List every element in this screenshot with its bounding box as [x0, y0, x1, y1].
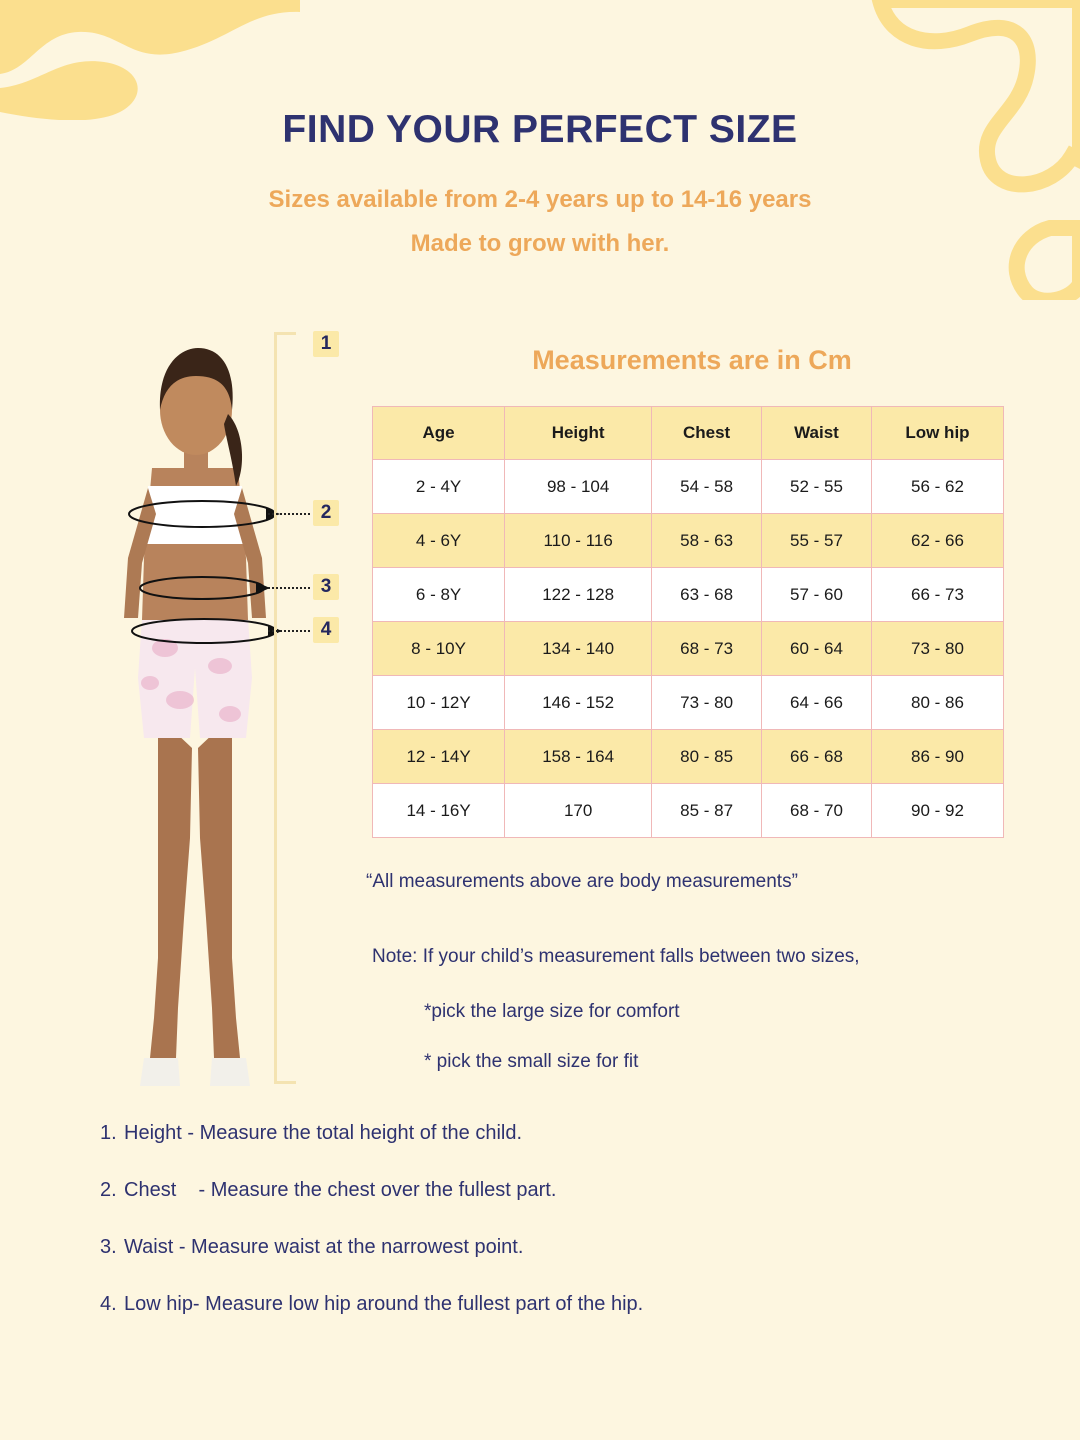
cell-chest: 54 - 58	[652, 460, 762, 514]
cell-waist: 57 - 60	[762, 568, 872, 622]
height-bracket-line	[274, 332, 277, 1084]
chest-dotted-leader	[268, 513, 310, 517]
legend-number: 4.	[100, 1293, 117, 1315]
cell-waist: 68 - 70	[762, 784, 872, 838]
table-row	[373, 622, 1004, 676]
cell-lowhip: 90 - 92	[871, 784, 1003, 838]
note-line-3: * pick the small size for fit	[424, 1051, 639, 1072]
subtitle-block	[0, 178, 1080, 266]
cell-chest: 73 - 80	[652, 676, 762, 730]
measurement-ellipses	[70, 318, 360, 1088]
table-row	[373, 568, 1004, 622]
legend-number: 3.	[100, 1236, 117, 1258]
table-row	[373, 514, 1004, 568]
marker-4-lowhip: 4	[313, 617, 339, 643]
cell-age: 10 - 12Y	[373, 676, 505, 730]
height-bracket-bottom-tick	[274, 1081, 296, 1084]
cell-age: 8 - 10Y	[373, 622, 505, 676]
note-line-1: Note: If your child’s measurement falls between two sizes,	[372, 946, 860, 967]
units-heading: Measurements are in Cm	[532, 345, 852, 375]
cell-lowhip: 62 - 66	[871, 514, 1003, 568]
table-row	[373, 460, 1004, 514]
model-figure	[70, 318, 360, 1088]
table-header-row	[373, 407, 1004, 460]
cell-waist: 60 - 64	[762, 622, 872, 676]
cell-lowhip: 56 - 62	[871, 460, 1003, 514]
cell-height: 98 - 104	[505, 460, 652, 514]
subtitle-line-2: Made to grow with her.	[410, 230, 670, 257]
cell-age: 6 - 8Y	[373, 568, 505, 622]
legend-item-lowhip	[100, 1293, 1000, 1350]
cell-waist: 66 - 68	[762, 730, 872, 784]
waist-dotted-leader	[268, 587, 310, 591]
height-bracket-top-tick	[274, 332, 296, 335]
column-header-chest: Chest	[652, 407, 762, 460]
cell-height: 146 - 152	[505, 676, 652, 730]
decorative-blob-top-left	[0, 0, 300, 120]
table-row	[373, 784, 1004, 838]
page-title: FIND YOUR PERFECT SIZE	[282, 108, 798, 151]
cell-age: 2 - 4Y	[373, 460, 505, 514]
cell-chest: 68 - 73	[652, 622, 762, 676]
page-header	[0, 108, 1080, 266]
cell-lowhip: 80 - 86	[871, 676, 1003, 730]
table-row	[373, 730, 1004, 784]
cell-waist: 64 - 66	[762, 676, 872, 730]
table-header	[373, 407, 1004, 460]
size-chart-table	[372, 406, 1004, 838]
note-quote: “All measurements above are body measurements”	[366, 871, 798, 892]
note-line-2: *pick the large size for comfort	[424, 1001, 680, 1022]
legend-text: Waist - Measure waist at the narrowest point.	[124, 1236, 524, 1258]
cell-height: 158 - 164	[505, 730, 652, 784]
legend-number: 2.	[100, 1179, 117, 1201]
cell-age: 12 - 14Y	[373, 730, 505, 784]
cell-waist: 55 - 57	[762, 514, 872, 568]
legend-text: Chest - Measure the chest over the fullest part.	[124, 1179, 557, 1201]
cell-lowhip: 66 - 73	[871, 568, 1003, 622]
table-body	[373, 460, 1004, 838]
cell-height: 110 - 116	[505, 514, 652, 568]
legend-text: Height - Measure the total height of the child.	[124, 1122, 523, 1144]
column-header-height: Height	[505, 407, 652, 460]
cell-age: 4 - 6Y	[373, 514, 505, 568]
cell-height: 122 - 128	[505, 568, 652, 622]
cell-chest: 85 - 87	[652, 784, 762, 838]
cell-chest: 63 - 68	[652, 568, 762, 622]
legend-item-height	[100, 1122, 1000, 1179]
column-header-age: Age	[373, 407, 505, 460]
marker-1-height: 1	[313, 331, 339, 357]
cell-chest: 58 - 63	[652, 514, 762, 568]
marker-2-chest: 2	[313, 500, 339, 526]
legend-item-waist	[100, 1236, 1000, 1293]
legend-item-chest	[100, 1179, 1000, 1236]
cell-height: 170	[505, 784, 652, 838]
legend-text: Low hip- Measure low hip around the fullest part of the hip.	[124, 1293, 644, 1315]
cell-lowhip: 86 - 90	[871, 730, 1003, 784]
table-row	[373, 676, 1004, 730]
legend-number: 1.	[100, 1122, 117, 1144]
subtitle-line-1: Sizes available from 2-4 years up to 14-16 years	[268, 186, 812, 213]
cell-height: 134 - 140	[505, 622, 652, 676]
column-header-lowhip: Low hip	[871, 407, 1003, 460]
measurement-legend	[100, 1122, 1000, 1350]
cell-lowhip: 73 - 80	[871, 622, 1003, 676]
cell-age: 14 - 16Y	[373, 784, 505, 838]
column-header-waist: Waist	[762, 407, 872, 460]
marker-3-waist: 3	[313, 574, 339, 600]
cell-waist: 52 - 55	[762, 460, 872, 514]
cell-chest: 80 - 85	[652, 730, 762, 784]
lowhip-dotted-leader	[268, 630, 310, 634]
